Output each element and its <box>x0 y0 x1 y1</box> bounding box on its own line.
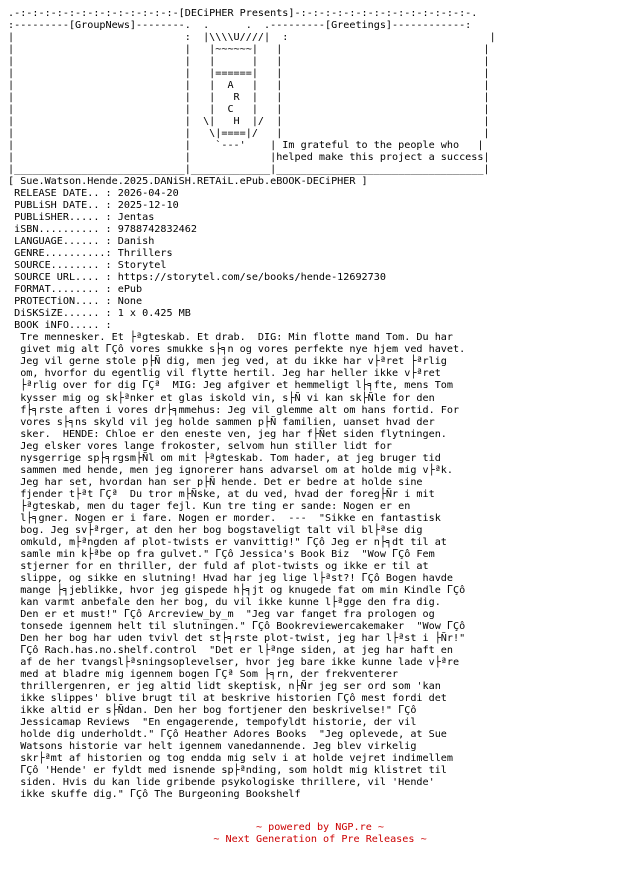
description-line: Jeg vil gerne stole p├Ñ dig, men jeg ved, at du ikke har v├ªret ├ªrlig <box>8 356 447 368</box>
description-line: holde dig underholdt." ΓÇô Heather Adores Books "Jeg oplevede, at Sue <box>8 728 447 740</box>
description-line: med at bladre mig igennem bogen ΓÇª Som ├╕rn, der frekventerer <box>8 668 399 680</box>
description-line: Jeg har set, hvordan han ser p├Ñ hende. Det er bedre at holde sine <box>8 476 423 488</box>
description-line: sammen med hende, men jeg ignorerer hans advarsel om at holde mig v├ªk. <box>8 464 453 476</box>
release-info-line: FORMAT........ : ePub <box>8 284 143 296</box>
description-line: omkuld, m├ªngden af plot-twists er vanvittig!" ΓÇô Jeg er n├╕dt til at <box>8 536 447 548</box>
release-info-line: PUBLiSH DATE.. : 2025-12-10 <box>8 200 179 212</box>
description-line: siden. Hvis du kan lide gribende psykologiske thrillere, vil 'Hende' <box>8 777 435 788</box>
ascii-art-line: | | |helped make this project a success| <box>8 152 490 164</box>
ascii-art-line: | | | C | | | <box>8 104 490 116</box>
footer <box>0 822 640 846</box>
description-line: kysser mig og sk├ªnker et glas iskold vin, s├Ñ vi kan sk├Ñle for den <box>8 392 435 404</box>
description-line: slippe, og sikke en slutning! Hvad har jeg lige l├ªst?! ΓÇô Bogen havde <box>8 572 453 584</box>
description-line: af de her tvangsl├ªsningsoplevelser, hvor jeg bare ikke kunne lade v├ªre <box>8 656 460 668</box>
description-line: ΓÇô Rach.has.no.shelf.control "Det er l├ªnge siden, at jeg har haft en <box>8 644 453 656</box>
description-line: ikke slippes' blive brugt til at beskrive historien ΓÇô mest fordi det <box>8 692 447 704</box>
release-info-line: BOOK iNFO..... : <box>8 320 112 332</box>
release-info-line: PROTECTiON.... : None <box>8 296 143 308</box>
ascii-art-line: [ Sue.Watson.Hende.2025.DANiSH.RETAiL.ePub.eBOOK-DECiPHER ] <box>8 176 368 188</box>
description-line: ├ªgteskab, men du tager fejl. Kun tre ting er sande: Nogen er en <box>8 500 411 512</box>
book-description <box>8 332 496 801</box>
description-line: ikke skuffe dig." ΓÇô The Burgeoning Bookshelf <box>8 789 301 801</box>
ascii-art-line: | | | A | | | <box>8 80 490 92</box>
description-line: stjerner for en thriller, der fuld af plot-twists og ikke er til at <box>8 560 429 572</box>
description-line: Jeg elsker vores lange frokoster, selvom hun stiller lidt for <box>8 440 393 452</box>
description-line: skr├ªmt af historien og tog endda mig selv i at holde vejret indimellem <box>8 752 453 764</box>
ascii-art-line: | | \|====|/ | | <box>8 128 490 140</box>
description-line: kan varmt anbefale den her bog, du vil ikke kunne l├ªgge den fra dig. <box>8 596 441 608</box>
description-line: thrillergenren, er jeg altid lidt skeptisk, n├Ñr jeg ser ord som 'kan <box>8 680 441 692</box>
description-line: ΓÇô 'Hende' er fyldt med isnende sp├ªnding, som holdt mig klistret til <box>8 764 447 776</box>
nfo-text <box>8 8 496 801</box>
release-info-line: SOURCE........ : Storytel <box>8 260 167 272</box>
release-info-line: GENRE..........: Thrillers <box>8 248 173 260</box>
ascii-art-line: | | \| H |/ | | <box>8 116 490 128</box>
description-line: sker. HENDE: Chloe er den eneste ven, jeg har f├Ñet siden flytningen. <box>8 428 447 440</box>
description-line: bog. Jeg sv├ªrger, at den her bog bogstaveligt talt vil bl├ªse dig <box>8 524 423 536</box>
description-line: ├ªrlig over for dig ΓÇª MIG: Jeg afgiver et hemmeligt l├╕fte, mens Tom <box>8 380 453 392</box>
ascii-art-line: | | | | | | <box>8 56 490 68</box>
description-line: Tre mennesker. Et ├ªgteskab. Et drab. DIG: Min flotte mand Tom. Du har <box>8 332 453 344</box>
ascii-art-line: |____________________________|_____________|__________________________________| <box>8 164 490 176</box>
release-info-line: DiSKSiZE...... : 1 x 0.425 MB <box>8 308 191 320</box>
release-info-line: LANGUAGE...... : Danish <box>8 236 155 248</box>
description-line: ikke altid er s├Ñdan. Den her bog fortjener den beskrivelse!" ΓÇô <box>8 704 417 716</box>
description-line: vores s├╕ns skyld vil jeg holde sammen p├Ñ familien, uanset hvad der <box>8 416 435 428</box>
description-line: Den er et must!" ΓÇô Arcreview_by_m "Jeg var fanget fra prologen og <box>8 608 435 620</box>
description-line: om, hvorfor du egentlig vil flytte hertil. Jeg har heller ikke v├ªret <box>8 368 441 380</box>
description-line: fjender t├ªt ΓÇª Du tror m├Ñske, at du ved, hvad der foreg├Ñr i mit <box>8 488 435 500</box>
ascii-art-line: | | |======| | | <box>8 68 490 80</box>
description-line: givet mig alt ΓÇô vores smukke s├╕n og vores perfekte nye hjem ved havet. <box>8 344 466 356</box>
ascii-art-line: | | |~~~~~~| | | <box>8 44 490 56</box>
release-info-line: RELEASE DATE.. : 2026-04-20 <box>8 188 179 200</box>
ascii-art-line: .-:-:-:-:-:-:-:-:-:-:-:-:-:-[DECiPHER Presents]-:-:-:-:-:-:-:-:-:-:-:-:-:-:-. <box>8 8 478 19</box>
release-info-block <box>8 188 496 332</box>
release-info-line: PUBLiSHER..... : Jentas <box>8 212 155 224</box>
description-line: Den her bog har uden tvivl det st├╕rste plot-twist, jeg har l├ªst i ├Ñr!" <box>8 632 466 644</box>
description-line: samle min k├ªbe op fra gulvet." ΓÇô Jessica's Book Biz "Wow ΓÇô Fem <box>8 548 435 560</box>
header-ascii-art <box>8 8 496 188</box>
description-line: nysgerrige sp├╕rgsm├Ñl om mit ├ªgteskab. Tom hader, at jeg bruger tid <box>8 452 441 464</box>
description-line: mange ├╕jeblikke, hvor jeg gispede h├╕jt og knugede fat om min Kindle ΓÇô <box>8 584 466 596</box>
footer-tagline: ~ Next Generation of Pre Releases ~ <box>213 834 427 846</box>
description-line: f├╕rste aften i vores dr├╕mmehus: Jeg vil glemme alt om hans fortid. For <box>8 404 460 416</box>
release-info-line: iSBN.......... : 9788742832462 <box>8 224 197 236</box>
ascii-art-line: | | `---' | Im grateful to the people who | <box>8 140 484 152</box>
description-line: tonsede igennem helt til slutningen." ΓÇô Bookreviewercakemaker "Wow ΓÇô <box>8 620 466 632</box>
release-info-line: SOURCE URL.... : https://storytel.com/se/books/hende-12692730 <box>8 272 386 284</box>
ascii-art-line: :---------[GroupNews]--------. . . .---------[Greetings]------------: <box>8 20 472 32</box>
footer-powered-by: ~ powered by NGP.re ~ <box>255 822 384 833</box>
ascii-art-line: | | | R | | | <box>8 92 490 104</box>
ascii-art-line: | : |\\\\U////| : | <box>8 32 496 44</box>
description-line: l├╕gner. Nogen er i fare. Nogen er morder. --- "Sikke en fantastisk <box>8 512 441 524</box>
description-line: Watsons historie var helt igennem vanedannende. Jeg blev virkelig <box>8 740 417 752</box>
description-line: Jessicamap Reviews "En engagerende, tempofyldt historie, der vil <box>8 716 417 728</box>
